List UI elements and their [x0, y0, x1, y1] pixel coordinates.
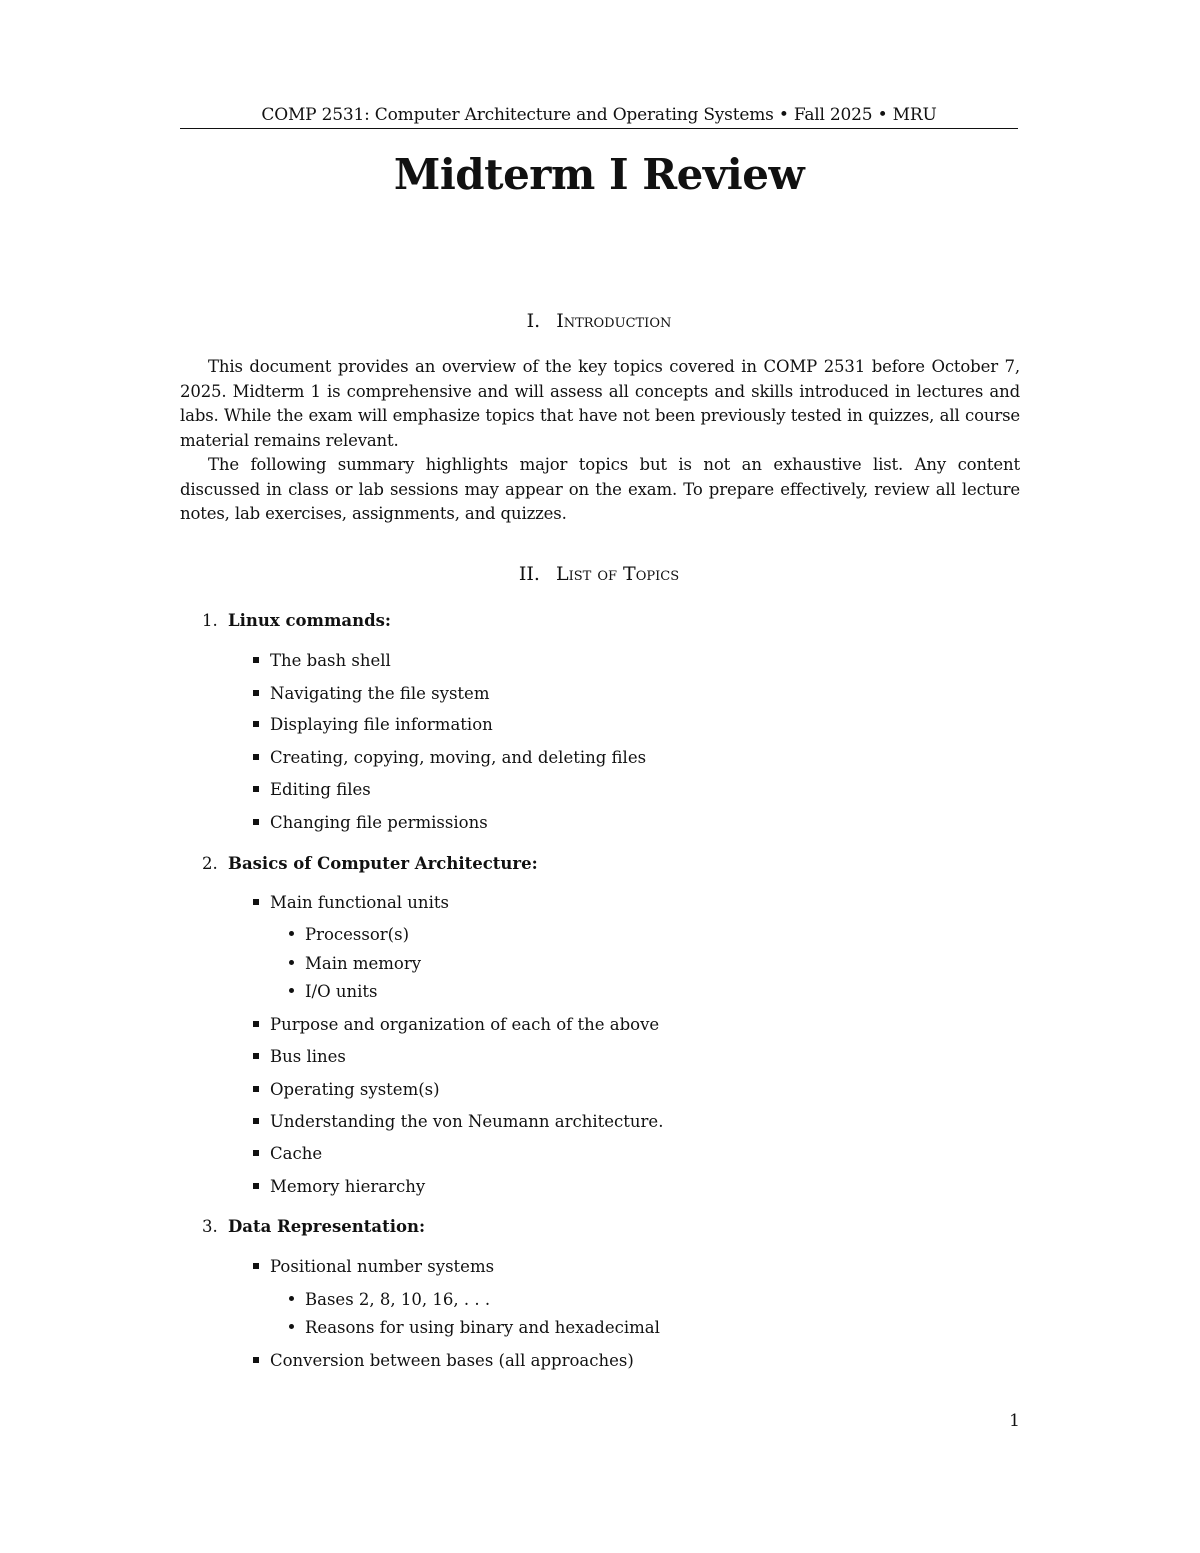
square-bullet-icon: [253, 1357, 259, 1363]
section-title: List of Topics: [555, 563, 680, 585]
page-number: 1: [1009, 1411, 1020, 1431]
intro-paragraph-2: The following summary highlights major topics but is not an exhaustive list. Any content discussed in class or lab sessions may appear on the exam. To prepare effectively, review all lecture notes, lab exercises, assignments, and quizzes.: [180, 455, 1020, 523]
list-item: Navigating the file system: [253, 682, 489, 706]
list-item: Purpose and organization of each of the above: [253, 1013, 659, 1037]
list-item: Conversion between bases (all approaches): [253, 1349, 634, 1373]
topic-number: 1.: [202, 611, 218, 630]
square-bullet-icon: [253, 1086, 259, 1092]
document-title: Midterm I Review: [393, 150, 805, 199]
topic-item-data-representation: [202, 1215, 425, 1239]
square-bullet-icon: [253, 819, 259, 825]
sub-list-item: Reasons for using binary and hexadecimal: [289, 1316, 660, 1340]
section-heading-introduction: [180, 308, 1018, 334]
topic-number: 3.: [202, 1217, 218, 1236]
square-bullet-icon: [253, 690, 259, 696]
list-item: The bash shell: [253, 649, 391, 673]
square-bullet-icon: [253, 657, 259, 663]
topic-title: Basics of Computer Architecture:: [228, 854, 538, 873]
sub-list-item: Bases 2, 8, 10, 16, . . .: [289, 1288, 490, 1312]
running-header: COMP 2531: Computer Architecture and Operating Systems • Fall 2025 • MRU: [261, 105, 937, 125]
list-item: Editing files: [253, 778, 371, 802]
square-bullet-icon: [253, 1118, 259, 1124]
list-item: Main functional units: [253, 891, 449, 915]
section-heading-list-of-topics: [180, 561, 1018, 587]
list-item: Changing file permissions: [253, 811, 488, 835]
list-item: Positional number systems: [253, 1255, 494, 1279]
topic-number: 2.: [202, 854, 218, 873]
dot-bullet-icon: [289, 988, 294, 993]
list-item: Creating, copying, moving, and deleting files: [253, 746, 646, 770]
list-item: Cache: [253, 1142, 322, 1166]
sub-list-item: I/O units: [289, 980, 377, 1004]
topic-item-linux-commands: [202, 609, 391, 633]
dot-bullet-icon: [289, 1296, 294, 1301]
section-number: I.: [526, 310, 541, 332]
header-rule: [180, 128, 1018, 129]
topic-title: Data Representation:: [228, 1217, 426, 1236]
square-bullet-icon: [253, 721, 259, 727]
list-item: Operating system(s): [253, 1078, 440, 1102]
square-bullet-icon: [253, 1053, 259, 1059]
square-bullet-icon: [253, 899, 259, 905]
topic-item-computer-architecture: [202, 852, 538, 876]
list-item: Memory hierarchy: [253, 1175, 425, 1199]
dot-bullet-icon: [289, 1324, 294, 1329]
section-number: II.: [518, 563, 540, 585]
intro-paragraph-1: This document provides an overview of the key topics covered in COMP 2531 before October 7, 2025. Midterm 1 is comprehensive and will assess all concepts and skills introduced in lectures and labs. While the exam will emphasize topics that have not been previously tested in quizzes, all course material remains relevant.: [180, 357, 1020, 450]
sub-list-item: Processor(s): [289, 923, 409, 947]
dot-bullet-icon: [289, 960, 294, 965]
list-item: Bus lines: [253, 1045, 346, 1069]
square-bullet-icon: [253, 1183, 259, 1189]
list-item: Understanding the von Neumann architecture.: [253, 1110, 663, 1134]
square-bullet-icon: [253, 1150, 259, 1156]
section-title: Introduction: [556, 310, 672, 332]
list-item: Displaying file information: [253, 713, 493, 737]
square-bullet-icon: [253, 754, 259, 760]
sub-list-item: Main memory: [289, 952, 421, 976]
square-bullet-icon: [253, 786, 259, 792]
topic-title: Linux commands:: [228, 611, 392, 630]
dot-bullet-icon: [289, 931, 294, 936]
square-bullet-icon: [253, 1021, 259, 1027]
square-bullet-icon: [253, 1263, 259, 1269]
